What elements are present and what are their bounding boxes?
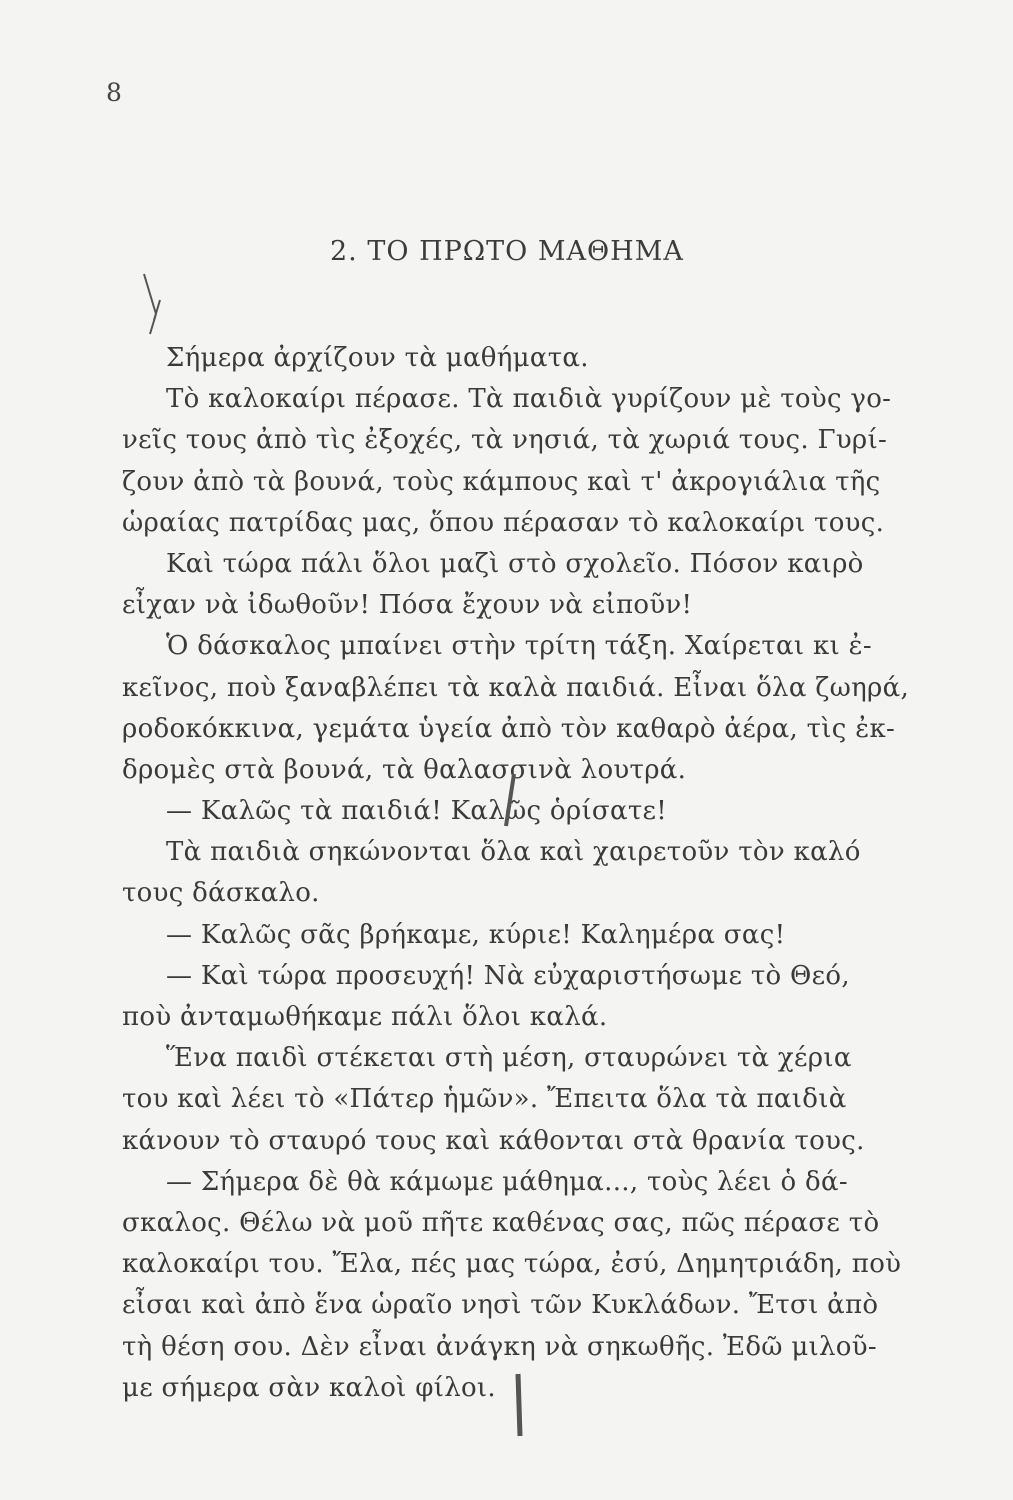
text-line: του καὶ λέει τὸ «Πάτερ ἡμῶν». Ἔπειτα ὅλα τὰ παιδιὰ xyxy=(122,1084,847,1115)
text-line: Τὸ καλοκαίρι πέρασε. Τὰ παιδιὰ γυρίζουν μὲ τοὺς γο- xyxy=(166,384,892,415)
text-line: κεῖνος, ποὺ ξαναβλέπει τὰ καλὰ παιδιά. Εἶναι ὅλα ζωηρά, xyxy=(122,672,910,703)
text-line: — Σήμερα δὲ θὰ κάμωμε μάθημα..., τοὺς λέει ὁ δά- xyxy=(166,1166,848,1197)
text-line: καλοκαίρι του. Ἔλα, πές μας τώρα, ἐσύ, Δημητριάδη, ποὺ xyxy=(122,1249,902,1280)
text-line: σκαλος. Θέλω νὰ μοῦ πῆτε καθένας σας, πῶς πέρασε τὸ xyxy=(122,1207,880,1238)
text-line: εἶχαν νὰ ἰδωθοῦν! Πόσα ἔχουν νὰ εἰποῦν! xyxy=(122,590,693,621)
text-line: τὴ θέση σου. Δὲν εἶναι ἀνάγκη νὰ σηκωθῆς. Ἐδῶ μιλοῦ- xyxy=(122,1331,877,1362)
text-line: Ὁ δάσκαλος μπαίνει στὴν τρίτη τάξη. Χαίρεται κι ἐ- xyxy=(166,631,872,662)
pencil-mark-icon xyxy=(508,1370,528,1440)
text-line: Σήμερα ἀρχίζουν τὰ μαθήματα. xyxy=(166,343,589,373)
text-line: ποὺ ἀνταμωθήκαμε πάλι ὅλοι καλά. xyxy=(122,1002,608,1032)
text-line: Καὶ τώρα πάλι ὅλοι μαζὶ στὸ σχολεῖο. Πόσον καιρὸ xyxy=(166,548,864,579)
text-line: νεῖς τους ἀπὸ τὶς ἐξοχές, τὰ νησιά, τὰ χωριά τους. Γυρί- xyxy=(122,425,888,456)
pencil-mark-icon xyxy=(500,770,520,830)
text-line: — Καὶ τώρα προσευχή! Νὰ εὐχαριστήσωμε τὸ Θεό, xyxy=(166,960,850,991)
text-line: τους δάσκαλο. xyxy=(122,878,320,909)
text-line: ὡραίας πατρίδας μας, ὅπου πέρασαν τὸ καλοκαίρι τους. xyxy=(122,507,885,538)
text-line: — Καλῶς σᾶς βρήκαμε, κύριε! Καλημέρα σας! xyxy=(166,919,786,950)
text-line: — Καλῶς τὰ παιδιά! Καλῶς ὁρίσατε! xyxy=(166,796,668,827)
body-text xyxy=(122,338,982,1409)
page-number: 8 xyxy=(106,78,122,107)
text-line: ζουν ἀπὸ τὰ βουνά, τοὺς κάμπους καὶ τ' ἀκρογιάλια τῆς xyxy=(122,466,881,497)
text-line: εἶσαι καὶ ἀπὸ ἕνα ὡραῖο νησὶ τῶν Κυκλάδων. Ἔτσι ἀπὸ xyxy=(122,1290,879,1321)
text-line: Τὰ παιδιὰ σηκώνονται ὅλα καὶ χαιρετοῦν τὸν καλό xyxy=(166,837,861,868)
text-line: κάνουν τὸ σταυρό τους καὶ κάθονται στὰ θρανία τους. xyxy=(122,1125,865,1156)
text-line: με σήμερα σὰν καλοὶ φίλοι. xyxy=(122,1372,496,1403)
text-line: Ἕνα παιδὶ στέκεται στὴ μέση, σταυρώνει τὰ χέρια xyxy=(166,1043,852,1074)
text-line: δρομὲς στὰ βουνά, τὰ θαλασσινὰ λουτρά. xyxy=(122,754,687,785)
text-line: ροδοκόκκινα, γεμάτα ὑγεία ἀπὸ τὸν καθαρὸ ἀέρα, τὶς ἐκ- xyxy=(122,713,896,744)
pencil-mark-icon xyxy=(140,270,170,340)
chapter-title: 2. ΤΟ ΠΡΩΤΟ ΜΑΘΗΜΑ xyxy=(330,236,684,267)
